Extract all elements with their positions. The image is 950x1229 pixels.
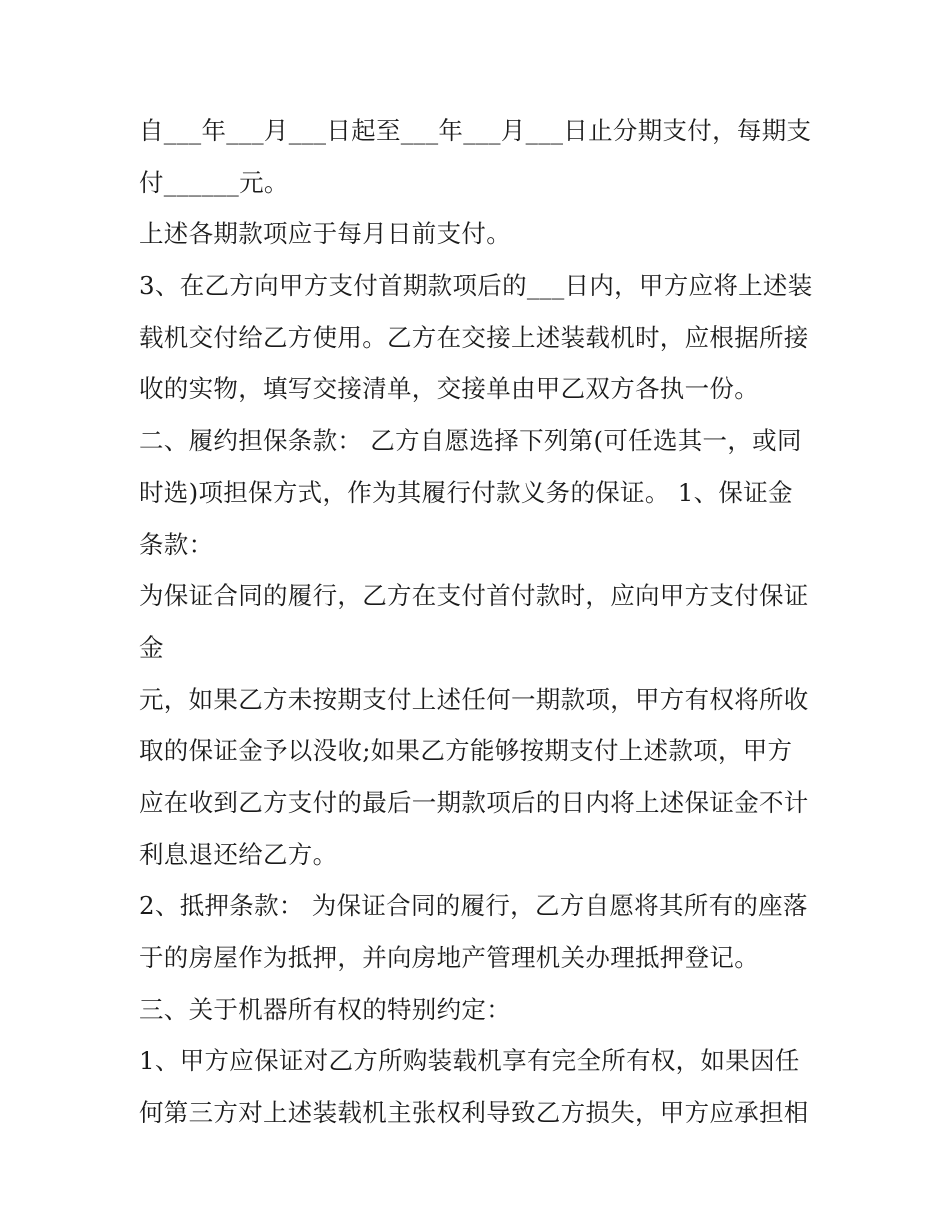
text-line: 何第三方对上述装载机主张权利导致乙方损失，甲方应承担相 [139, 1098, 809, 1128]
text-line: 应在收到乙方支付的最后一期款项后的日内将上述保证金不计 [139, 787, 809, 817]
text-line: 上述各期款项应于每月日前支付。 [139, 219, 511, 249]
text-line: 收的实物，填写交接清单，交接单由甲乙双方各执一份。 [139, 374, 759, 404]
text-line: 元，如果乙方未按期支付上述任何一期款项，甲方有权将所收 [139, 684, 809, 714]
text-line: 2、抵押条款： 为保证合同的履行，乙方自愿将其所有的座落 [139, 891, 808, 921]
text-line: 3、在乙方向甲方支付首期款项后的___日内，甲方应将上述装 [139, 271, 813, 301]
text-line: 时选)项担保方式，作为其履行付款义务的保证。 1、保证金 [139, 477, 793, 507]
text-line: 条款： [139, 529, 214, 559]
text-line: 于的房屋作为抵押，并向房地产管理机关办理抵押登记。 [139, 943, 759, 972]
text-line: 1、甲方应保证对乙方所购装载机享有完全所有权，如果因任 [139, 1046, 800, 1076]
text-line: 金 [139, 632, 164, 662]
text-line: 付______元。 [139, 167, 289, 197]
text-line: 自___年___月___日起至___年___月___日止分期支付，每期支 [139, 116, 812, 145]
text-line: 为保证合同的履行，乙方在支付首付款时，应向甲方支付保证 [139, 581, 809, 611]
text-line: 利息退还给乙方。 [139, 839, 338, 869]
text-line: 取的保证金予以没收;如果乙方能够按期支付上述款项，甲方 [139, 736, 793, 766]
text-line: 二、履约担保条款： 乙方自愿选择下列第(可任选其一，或同 [139, 426, 802, 456]
text-line: 三、关于机器所有权的特别约定： [139, 994, 511, 1024]
contract-body-text [139, 105, 819, 1139]
text-line: 载机交付给乙方使用。乙方在交接上述装载机时，应根据所接 [139, 322, 809, 352]
